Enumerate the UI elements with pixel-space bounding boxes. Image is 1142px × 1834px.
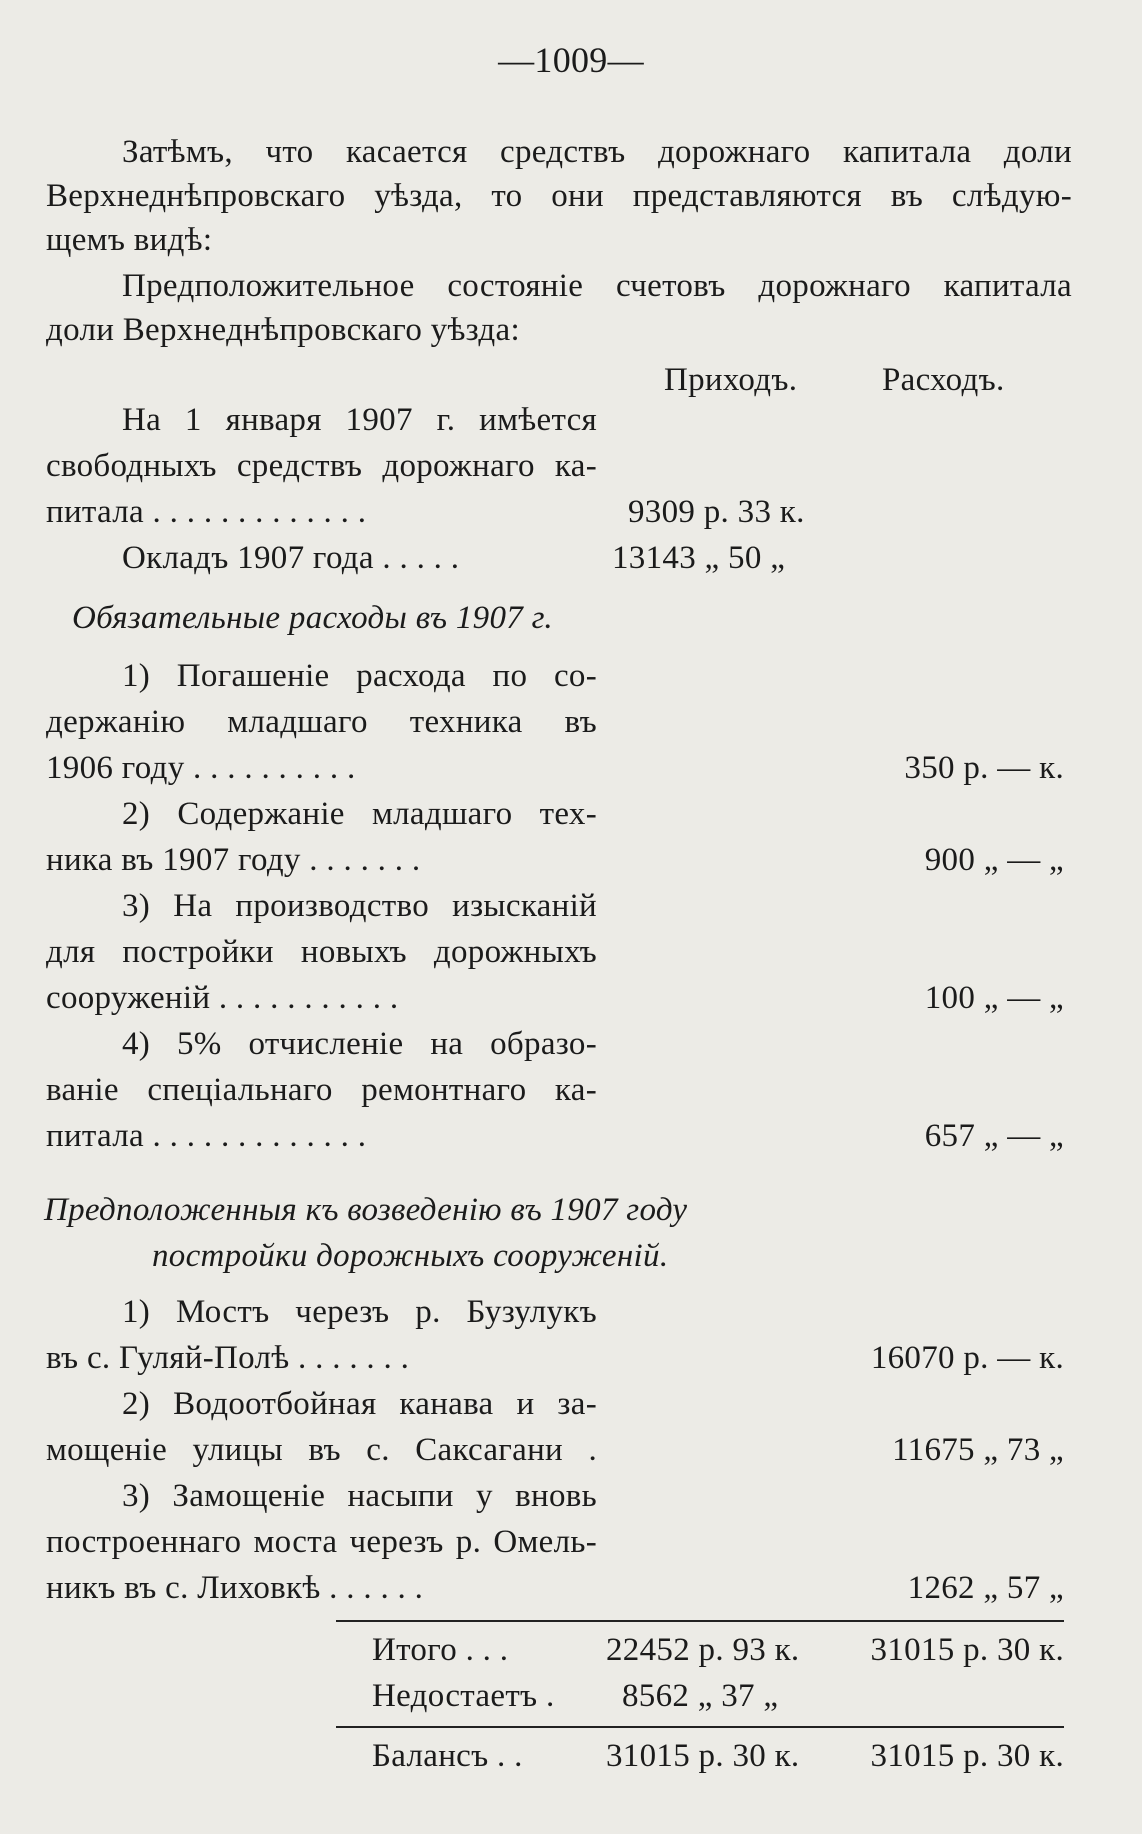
mandatory-1-line-1: 1) Погашенiе расхода по со- bbox=[122, 658, 597, 694]
mandatory-3-expense: 100 „ — „ bbox=[924, 980, 1064, 1016]
mandatory-3-line-3: сооруженiй . . . . . . . . . . . bbox=[46, 980, 399, 1016]
estimate-heading-line-1: Предположительное состоянiе счетовъ дорожнаго капитала bbox=[122, 268, 1072, 304]
planned-2-line-2: мощенiе улицы въ с. Саксагани . bbox=[46, 1432, 597, 1468]
mandatory-4-line-1: 4) 5% отчисленiе на образо- bbox=[122, 1026, 597, 1062]
planned-3-line-3: никъ въ с. Лиховкѣ . . . . . . bbox=[46, 1570, 424, 1606]
planned-heading-line-2: постройки дорожныхъ сооруженiй. bbox=[152, 1238, 669, 1274]
totals-rule-bottom bbox=[336, 1726, 1064, 1728]
mandatory-heading: Обязательные расходы въ 1907 г. bbox=[72, 600, 553, 636]
mandatory-2-expense: 900 „ — „ bbox=[924, 842, 1064, 878]
mandatory-1-expense: 350 р. — к. bbox=[904, 750, 1064, 786]
planned-2-line-1: 2) Водоотбойная канава и за- bbox=[122, 1386, 597, 1422]
balance-expense: 31015 р. 30 к. bbox=[870, 1738, 1064, 1774]
totals-rule-top bbox=[336, 1620, 1064, 1622]
planned-heading-line-1: Предположенныя къ возведенiю въ 1907 году bbox=[44, 1192, 688, 1228]
page-number: —1009— bbox=[498, 40, 644, 80]
balance-income: 31015 р. 30 к. bbox=[606, 1738, 800, 1774]
mandatory-4-line-3: питала . . . . . . . . . . . . . bbox=[46, 1118, 367, 1154]
mandatory-3-line-2: для постройки новыхъ дорожныхъ bbox=[46, 934, 597, 970]
planned-3-line-1: 3) Замощенiе насыпи у вновь bbox=[122, 1478, 597, 1514]
mandatory-2-line-1: 2) Содержанiе младшаго тех- bbox=[122, 796, 597, 832]
column-header-expense: Расходъ. bbox=[882, 362, 1005, 398]
planned-2-expense: 11675 „ 73 „ bbox=[892, 1432, 1064, 1468]
mandatory-4-line-2: ванiе спецiальнаго ремонтнаго ка- bbox=[46, 1072, 597, 1108]
mandatory-2-line-2: ника въ 1907 году . . . . . . . bbox=[46, 842, 421, 878]
mandatory-1-line-3: 1906 году . . . . . . . . . . bbox=[46, 750, 356, 786]
planned-1-line-1: 1) Мостъ черезъ р. Бузулукъ bbox=[122, 1294, 597, 1330]
planned-1-expense: 16070 р. — к. bbox=[870, 1340, 1064, 1376]
intro-line-3: щемъ видѣ: bbox=[46, 222, 213, 258]
mandatory-1-line-2: держанiю младшаго техника въ bbox=[46, 704, 597, 740]
jan1-line-3: питала . . . . . . . . . . . . . bbox=[46, 494, 367, 530]
jan1-income: 9309 р. 33 к. bbox=[628, 494, 805, 530]
estimate-heading-line-2: доли Верхнеднѣпровскаго уѣзда: bbox=[46, 312, 520, 348]
total-expense: 31015 р. 30 к. bbox=[870, 1632, 1064, 1668]
intro-line-2: Верхнеднѣпровскаго уѣзда, то они представляются въ слѣдую- bbox=[46, 178, 1072, 214]
total-label: Итого . . . bbox=[372, 1632, 509, 1668]
balance-label: Балансъ . . bbox=[372, 1738, 523, 1774]
total-income: 22452 р. 93 к. bbox=[606, 1632, 800, 1668]
deficit-income: 8562 „ 37 „ bbox=[622, 1678, 779, 1714]
salary-label: Окладъ 1907 года . . . . . bbox=[122, 540, 460, 576]
salary-income: 13143 „ 50 „ bbox=[612, 540, 786, 576]
planned-1-line-2: въ с. Гуляй-Полѣ . . . . . . . bbox=[46, 1340, 410, 1376]
column-header-income: Приходъ. bbox=[664, 362, 798, 398]
jan1-line-1: На 1 января 1907 г. имѣется bbox=[122, 402, 597, 438]
mandatory-3-line-1: 3) На производство изысканiй bbox=[122, 888, 597, 924]
jan1-line-2: свободныхъ средствъ дорожнаго ка- bbox=[46, 448, 597, 484]
intro-line-1: Затѣмъ, что касается средствъ дорожнаго капитала доли bbox=[122, 134, 1072, 170]
mandatory-4-expense: 657 „ — „ bbox=[924, 1118, 1064, 1154]
deficit-label: Недостаетъ . bbox=[372, 1678, 555, 1714]
planned-3-line-2: построеннаго моста черезъ р. Омель- bbox=[46, 1524, 597, 1560]
planned-3-expense: 1262 „ 57 „ bbox=[907, 1570, 1064, 1606]
